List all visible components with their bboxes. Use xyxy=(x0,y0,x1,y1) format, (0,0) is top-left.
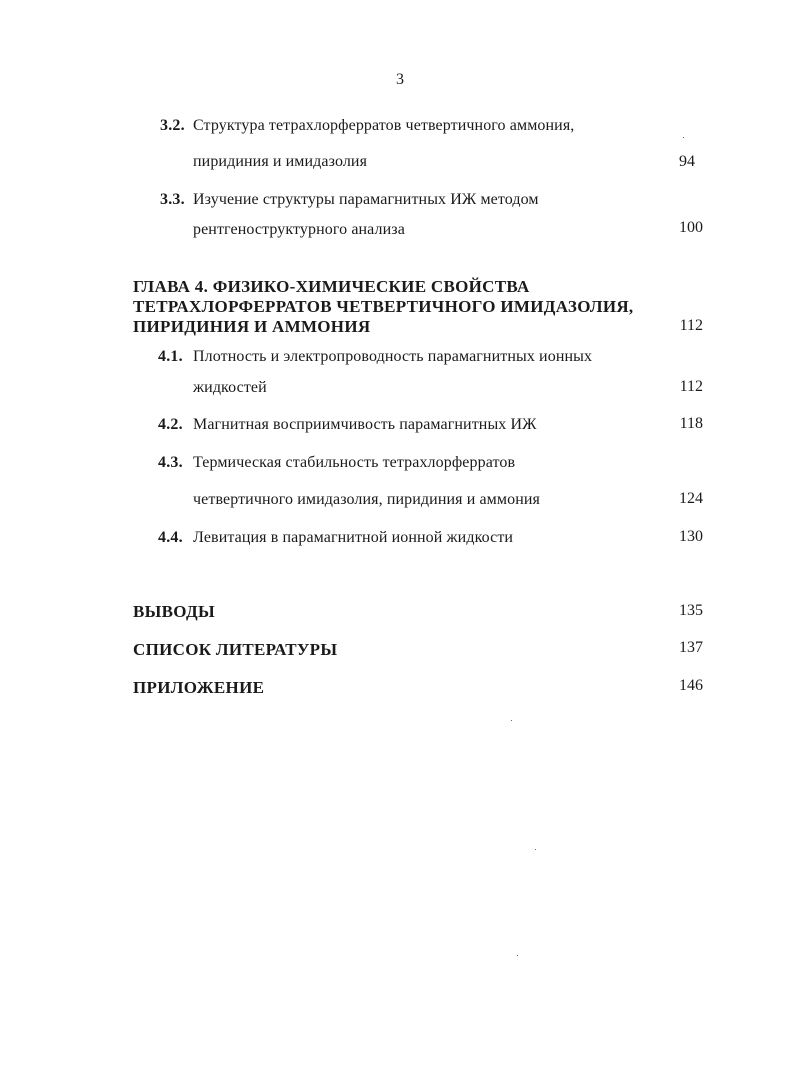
toc-entry-page: 118 xyxy=(679,415,703,432)
toc-entry-page: 100 xyxy=(679,219,703,236)
toc-entry-page: 94 xyxy=(679,153,695,170)
toc-entry-title: Термическая стабильность тетрахлорферратов xyxy=(193,454,516,471)
chapter-heading xyxy=(133,277,634,337)
chapter-heading-line: ГЛАВА 4. ФИЗИКО-ХИМИЧЕСКИЕ СВОЙСТВА xyxy=(133,277,530,296)
back-matter-page: 135 xyxy=(679,602,703,619)
back-matter-title: ВЫВОДЫ xyxy=(133,602,215,621)
toc-entry-number: 3.2. xyxy=(160,117,185,134)
toc-entry-title: Магнитная восприимчивость парамагнитных ИЖ xyxy=(193,416,537,433)
chapter-page: 112 xyxy=(679,317,703,334)
toc-entry-title: Левитация в парамагнитной ионной жидкости xyxy=(193,529,514,546)
page-number: 3 xyxy=(396,71,404,88)
toc-entry-title-continued: четвертичного имидазолия, пиридиния и аммония xyxy=(193,491,541,508)
toc-entry-page: 124 xyxy=(679,490,703,507)
scan-speck xyxy=(683,137,684,138)
toc-entry-title-continued: пиридиния и имидазолия xyxy=(193,153,368,170)
toc-entry-page: 130 xyxy=(679,528,703,545)
toc-entry-page: 112 xyxy=(679,378,703,395)
toc-entry-title-continued: рентгеноструктурного анализа xyxy=(193,221,405,238)
toc-entry-title: Плотность и электропроводность парамагнитных ионных xyxy=(193,348,593,365)
scan-speck xyxy=(517,955,518,956)
back-matter-title: СПИСОК ЛИТЕРАТУРЫ xyxy=(133,640,338,659)
toc-entry-number: 4.3. xyxy=(158,454,183,471)
toc-entry-title: Структура тетрахлорферратов четвертичного аммония, xyxy=(193,117,575,134)
toc-entry-title-continued: жидкостей xyxy=(193,379,267,396)
scan-speck xyxy=(511,720,512,721)
chapter-heading-line: ПИРИДИНИЯ И АММОНИЯ xyxy=(133,317,371,336)
toc-entry-number: 4.1. xyxy=(158,348,183,365)
scan-speck xyxy=(535,849,536,850)
back-matter-title: ПРИЛОЖЕНИЕ xyxy=(133,678,265,697)
toc-entry-number: 4.2. xyxy=(158,416,183,433)
back-matter-page: 137 xyxy=(679,639,703,656)
chapter-heading-line: ТЕТРАХЛОРФЕРРАТОВ ЧЕТВЕРТИЧНОГО ИМИДАЗОЛИЯ, xyxy=(133,297,634,316)
back-matter-page: 146 xyxy=(679,677,703,694)
toc-entry-title: Изучение структуры парамагнитных ИЖ методом xyxy=(193,191,539,208)
toc-entry-number: 4.4. xyxy=(158,529,183,546)
toc-entry-number: 3.3. xyxy=(160,191,185,208)
